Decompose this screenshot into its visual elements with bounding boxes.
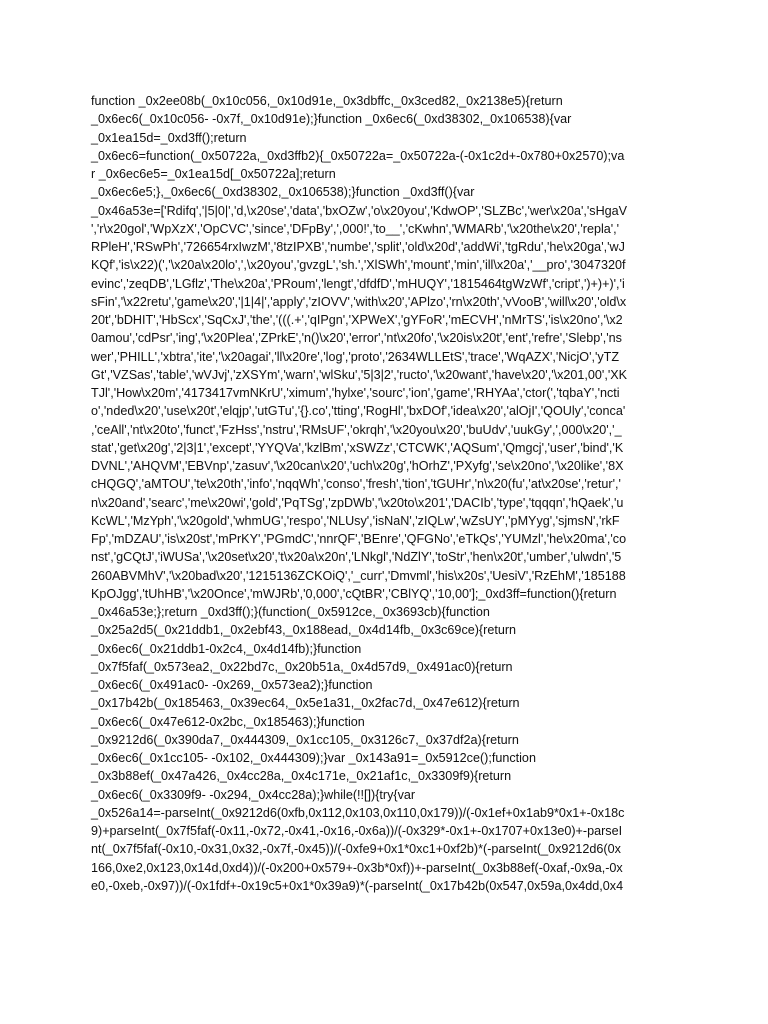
code-line: _0x9212d6(_0x390da7,_0x444309,_0x1cc105,_0x3126c7,_0x37df2a){return — [91, 732, 519, 747]
code-line: TJl','How\x20m','4173417vmNKrU','ximum','hylxe','sourc','ion','game','RHYAa','ctor(','tqbaY','ncti — [91, 386, 620, 400]
code-line: stat','get\x20g','2|3|1','except','YYQVa','kzlBm','xSWZz','CTCWK','AQSum','Qmgcj','user','bind','K — [91, 440, 624, 455]
code-line: n\x20and','searc','me\x20wi','gold','PqTSg','zpDWb','\x20to\x201','DACIb','type','tqqqn','hQaek','u — [91, 495, 624, 510]
code-line: _0x6ec6e5;},_0x6ec6(_0xd38302,_0x106538);}function _0xd3ff(){var — [91, 185, 475, 200]
code-line: ,'ceAll','nt\x20to','funct','FzHss','nstru','RMsUF','okrqh','\x20you\x20','buUdv','uukGy',',000\x20','_ — [91, 422, 622, 437]
code-line: _0x7f5faf(_0x573ea2,_0x22bd7c,_0x20b51a,_0x4d57d9,_0x491ac0){return — [91, 659, 513, 674]
code-line: _0x6ec6(_0x491ac0- -0x269,_0x573ea2);}function — [91, 678, 373, 692]
code-line: 20t','bDHIT','HbScx','SqCxJ','the','(((.+','qIPgn','XPWeX','gYFoR','mECVH','nMrTS','is\x20no','\x2 — [91, 313, 623, 327]
code-line: 260ABVMhV','\x20bad\x20','1215136ZCKOiQ','_curr','Dmvml','his\x20s','UesiV','RzEhM','185188 — [91, 568, 626, 583]
code-line: 166,0xe2,0x123,0x14d,0xd4))/(-0x200+0x579+-0x3b*0xf))+-parseInt(_0x3b88ef(-0xaf,-0x9a,-0x — [91, 860, 623, 875]
code-line: _0x6ec6=function(_0x50722a,_0xd3ffb2){_0x50722a=_0x50722a-(-0x1c2d+-0x780+0x2570);va — [91, 148, 625, 163]
code-line: Gt','VZSas','table','wVJvj','zXSYm','warn','wlSku','5|3|2','ructo','\x20want','have\x20','\x201,00','XK — [91, 367, 628, 382]
code-line: DVNL','AHQVM','EBVnp','zasuv','\x20can\x20','uch\x20g','hOrhZ','PXyfg','se\x20no','\x20like','8X — [91, 459, 624, 473]
code-line: 9)+parseInt(_0x7f5faf(-0x11,-0x72,-0x41,-0x16,-0x6a))/(-0x329*-0x1+-0x1707+0x13e0)+-parseI — [91, 824, 623, 838]
code-line: function _0x2ee08b(_0x10c056,_0x10d91e,_0x3dbffc,_0x3ced82,_0x2138e5){return — [91, 94, 563, 108]
code-line: 0amou','cdPsr','ing','\x20Plea','ZPrkE','n()\x20','error','nt\x20fo','\x20is\x20t','ent','refre','Slebp','ns — [91, 331, 622, 346]
code-line: nt(_0x7f5faf(-0x10,-0x31,0x32,-0x7f,-0x45))/(-0xfe9+0x1*0xc1+0xf2b)*(-parseInt(_0x9212d6(0x — [91, 842, 621, 857]
code-line: _0x6ec6(_0x3309f9- -0x294,_0x4cc28a);}while(!![]){try{var — [91, 787, 416, 802]
code-line: _0x6ec6(_0x47e612-0x2bc,_0x185463);}function — [91, 714, 365, 729]
code-line: _0x1ea15d=_0xd3ff();return — [91, 130, 247, 145]
code-line: RPleH','RSwPh','726654rxIwzM','8tzIPXB','numbe','split','old\x20d','addWi','tgRdu','he\x20ga','wJ — [91, 240, 625, 254]
code-line: sFin','\x22retu','game\x20','|1|4|','apply','zIOVV','with\x20','APlzo','rn\x20th','vVooB','will\x20','old\x — [91, 294, 627, 309]
code-line: _0x17b42b(_0x185463,_0x39ec64,_0x5e1a31,_0x2fac7d,_0x47e612){return — [91, 696, 520, 711]
code-line: _0x25a2d5(_0x21ddb1,_0x2ebf43,_0x188ead,_0x4d14fb,_0x3c69ce){return — [91, 623, 517, 638]
code-line: _0x6ec6(_0x1cc105- -0x102,_0x444309);}var _0x143a91=_0x5912ce();function — [91, 751, 536, 765]
code-line: e0,-0xeb,-0x97))/(-0x1fdf+-0x19c5+0x1*0x39a9)*(-parseInt(_0x17b42b(0x547,0x59a,0x4dd,0x4 — [91, 878, 624, 893]
code-document — [91, 92, 679, 895]
code-line: Fp','mDZAU','is\x20st','mPrKY','PGmdC','nnrQF','BEnre','QFGNo','eTkQs','YUMzl','he\x20ma','co — [91, 532, 627, 546]
code-line: cHQGQ','aMTOU','te\x20th','info','nqqWh','conso','fresh','tion','tGUHr','n\x20(fu','at\x20se','retur',' — [91, 477, 621, 492]
code-line: KpOJgg','tUhHB','\x20Once','mWJRb','0,000','cQtBR','CBlYQ','10,00'];_0xd3ff=function(){return — [91, 586, 617, 601]
code-line: evinc','zeqDB','LGflz','The\x20a','PRoum','lengt','dfdfD','mHUQY','1815464tgWzWf','cript',')+)+)','i — [91, 276, 625, 291]
code-line: _0x6ec6(_0x10c056- -0x7f,_0x10d91e);}function _0x6ec6(_0xd38302,_0x106538){var — [91, 112, 572, 127]
code-line: _0x46a53e;};return _0xd3ff();}(function(_0x5912ce,_0x3693cb){function — [91, 605, 490, 619]
code-line: KQf','is\x22)(','\x20a\x20lo',',\x20you','gvzgL','sh.','XlSWh','mount','min','ill\x20a','__pro','3047320f — [91, 258, 626, 273]
code-line: _0x3b88ef(_0x47a426,_0x4cc28a,_0x4c171e,_0x21af1c,_0x3309f9){return — [91, 769, 512, 784]
code-line: _0x6ec6(_0x21ddb1-0x2c4,_0x4d14fb);}function — [91, 641, 362, 656]
code-line: wer','PHILL','xbtra','ite','\x20agai','ll\x20re','log','proto','2634WLLEtS','trace','WqAZX','NicjO','yTZ — [91, 349, 620, 364]
code-line: _0x46a53e=['Rdifq','|5|0|','d,\x20se','data','bxOZw','o\x20you','KdwOP','SLZBc','wer\x20a','sHgaV — [91, 203, 628, 218]
code-line: KcWL','MzYph','\x20gold','whmUG','respo','NLUsy','isNaN','zIQLw','wZsUY','pMYyg','sjmsN','rkF — [91, 513, 620, 528]
code-line: o','nded\x20','use\x20t','elqjp','utGTu','{}.co','tting','RogHl','bxDOf','idea\x20','alOjI','QOUly','conca' — [91, 404, 626, 419]
code-line: ','r\x20gol','WpXzX','OpCVC','since','DFpBy',',000!','to__','cKwhn','WMARb','\x20the\x20','repla',' — [91, 221, 620, 236]
code-line: r _0x6ec6e5=_0x1ea15d[_0x50722a];return — [91, 167, 336, 181]
code-line: _0x526a14=-parseInt(_0x9212d6(0xfb,0x112,0x103,0x110,0x179))/(-0x1ef+0x1ab9*0x1+-0x18c — [91, 805, 625, 820]
code-line: nst','gCQtJ','iWUSa','\x20set\x20','t\x20a\x20n','LNkgl','NdZlY','toStr','hen\x20t','umber','ulwdn','5 — [91, 550, 622, 565]
